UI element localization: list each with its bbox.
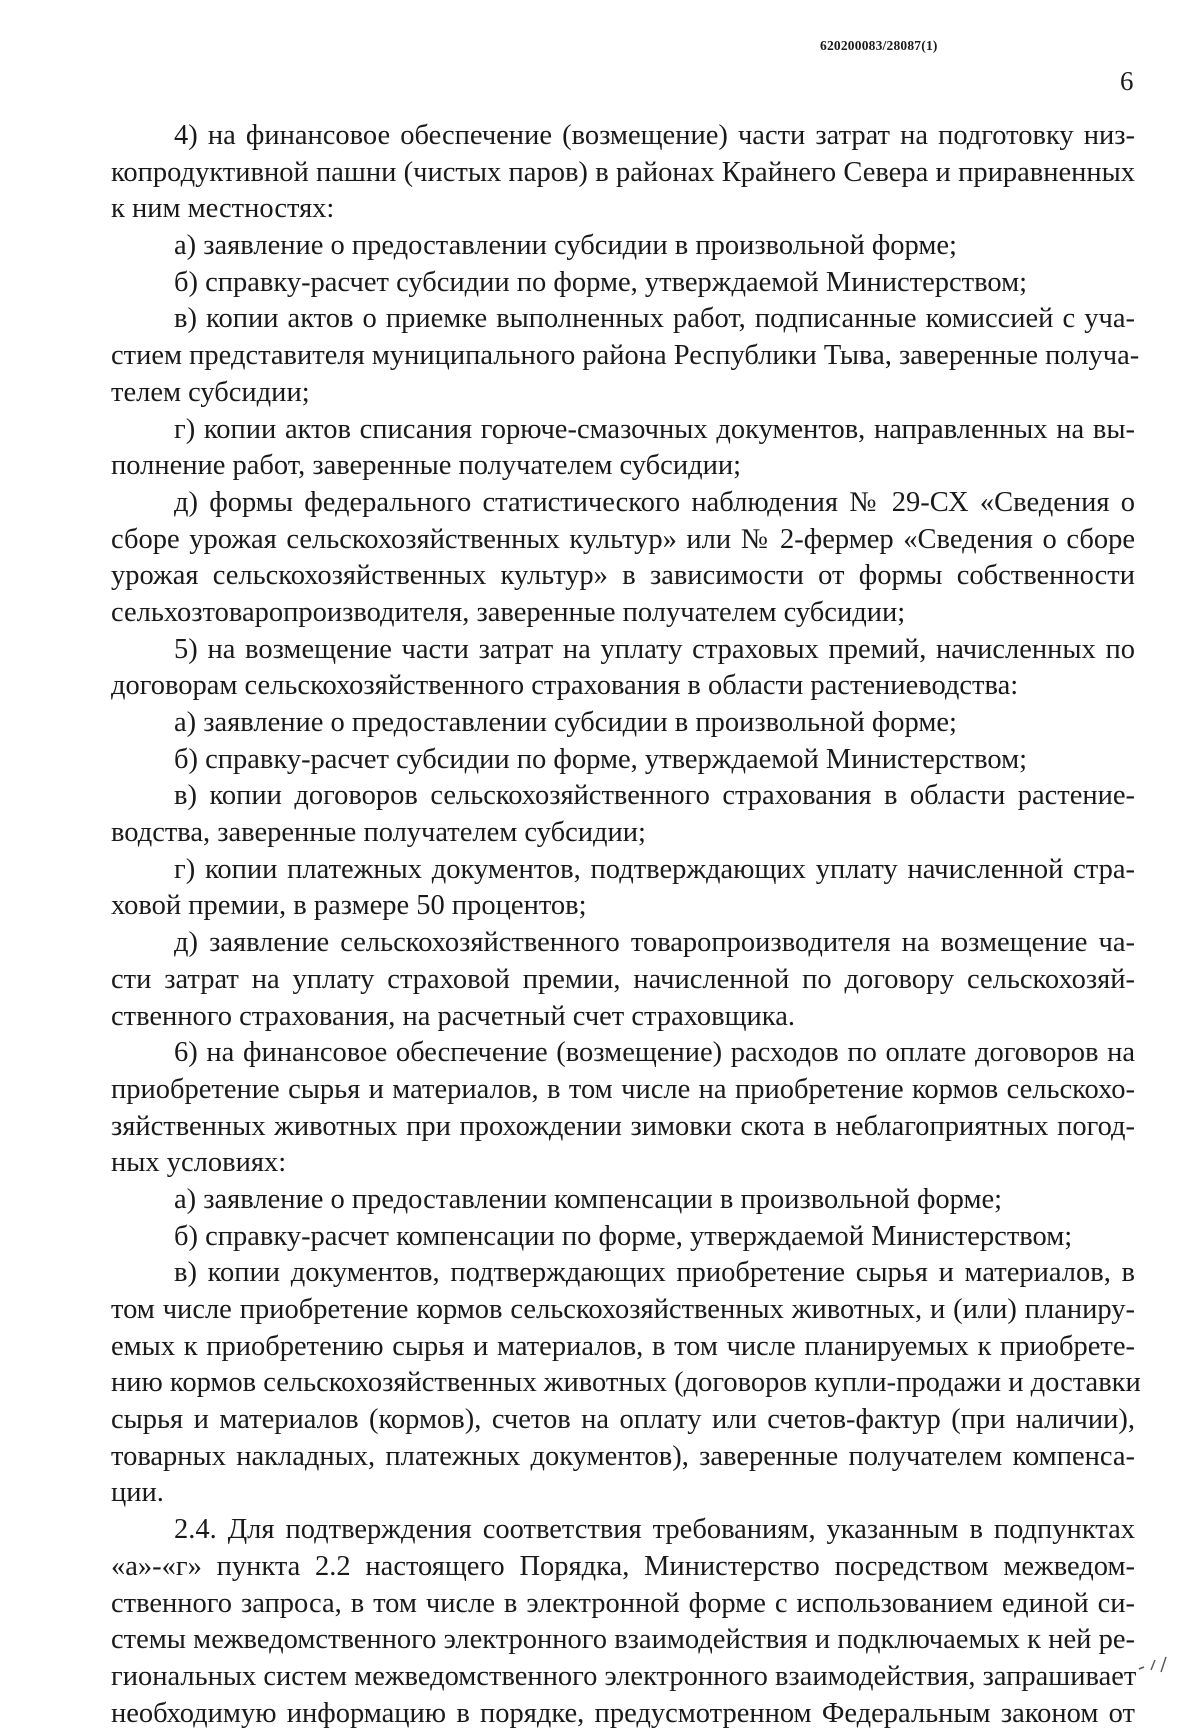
text-line: г) копии актов списания горюче-смазочных документов, направленных на вы- <box>174 413 1135 445</box>
document-id: 620200083/28087(1) <box>820 38 938 53</box>
text-line: урожая сельскохозяйственных культур» в зависимости от формы собственности <box>111 560 1135 592</box>
text-line: стемы межведомственного электронного взаимодействия и подключаемых к ней ре- <box>111 1624 1135 1656</box>
text-line: а) заявление о предоставлении субсидии в произвольной форме; <box>174 230 957 262</box>
text-line: в) копии договоров сельскохозяйственного страхования в области растение- <box>174 780 1135 812</box>
text-line: а) заявление о предоставлении компенсации в произвольной форме; <box>174 1183 1003 1215</box>
text-line: приобретение сырья и материалов, в том числе на приобретение кормов сельскохо- <box>111 1073 1135 1105</box>
text-line: сельхозтоваропроизводителя, заверенные получателем субсидии; <box>111 596 906 628</box>
text-line: 2.4. Для подтверждения соответствия требованиям, указанным в подпунктах <box>174 1514 1135 1546</box>
text-line: телем субсидии; <box>111 376 310 408</box>
document-body <box>111 118 1141 1732</box>
text-line: 5) на возмещение части затрат на уплату страховых премий, начисленных по <box>174 633 1135 665</box>
text-line: зяйственных животных при прохождении зимовки скота в неблагоприятных погод- <box>111 1110 1135 1142</box>
text-line: товарных накладных, платежных документов), заверенные получателем компенса- <box>111 1440 1135 1472</box>
text-line: 4) на финансовое обеспечение (возмещение) части затрат на подготовку низ- <box>174 120 1135 151</box>
text-line: д) формы федерального статистического наблюдения № 29-СХ «Сведения о <box>174 486 1135 518</box>
text-line: емых к приобретению сырья и материалов, в том числе планируемых к приобрете- <box>111 1330 1135 1362</box>
text-line: сырья и материалов (кормов), счетов на оплату или счетов-фактур (при наличии), <box>111 1404 1135 1436</box>
text-line: «а»-«г» пункта 2.2 настоящего Порядка, Министерство посредством межведом- <box>111 1550 1135 1582</box>
text-line: том числе приобретение кормов сельскохозяйственных животных, и (или) планиру- <box>111 1294 1135 1325</box>
text-line: ственного запроса, в том числе в электронной форме с использованием единой си- <box>111 1587 1135 1619</box>
text-line: необходимую информацию в порядке, предусмотренном Федеральным законом от <box>111 1697 1135 1729</box>
text-line: б) справку-расчет компенсации по форме, утверждаемой Министерством; <box>174 1220 1073 1252</box>
text-line: договорам сельскохозяйственного страхования в области растениеводства: <box>111 670 1019 702</box>
text-line: в) копии документов, подтверждающих приобретение сырья и материалов, в <box>174 1257 1135 1289</box>
text-line: б) справку-расчет субсидии по форме, утверждаемой Министерством; <box>174 266 1028 298</box>
text-line: ции. <box>111 1477 164 1509</box>
text-line: полнение работ, заверенные получателем субсидии; <box>111 450 741 482</box>
text-line: стием представителя муниципального района Республики Тыва, заверенные получа- <box>111 340 1140 372</box>
text-line: сти затрат на уплату страховой премии, начисленной по договору сельскохозяй- <box>111 963 1135 995</box>
text-line: гиональных систем межведомственного электронного взаимодействия, запрашивает <box>111 1660 1137 1692</box>
text-line: копродуктивной пашни (чистых паров) в районах Крайнего Севера и приравненных <box>111 156 1135 188</box>
text-line: сборе урожая сельскохозяйственных культур» или № 2-фермер «Сведения о сборе <box>111 523 1135 555</box>
page-number: 6 <box>1120 66 1134 96</box>
text-line: г) копии платежных документов, подтверждающих уплату начисленной стра- <box>174 853 1135 885</box>
text-line: д) заявление сельскохозяйственного товаропроизводителя на возмещение ча- <box>174 927 1135 959</box>
text-line: в) копии актов о приемке выполненных работ, подписанные комиссией с уча- <box>174 303 1135 335</box>
text-line: водства, заверенные получателем субсидии; <box>111 817 646 849</box>
text-line: а) заявление о предоставлении субсидии в произвольной форме; <box>174 707 957 738</box>
text-line: б) справку-расчет субсидии по форме, утверждаемой Министерством; <box>174 743 1028 775</box>
text-line: ственного страхования, на расчетный счет страховщика. <box>111 1000 795 1032</box>
text-line: к ним местностях: <box>111 193 335 225</box>
text-line: ховой премии, в размере 50 процентов; <box>111 890 587 922</box>
text-line: нию кормов сельскохозяйственных животных (договоров купли-продажи и доставки <box>111 1367 1141 1399</box>
pen-mark <box>1135 1654 1175 1674</box>
text-line: ных условиях: <box>111 1147 287 1179</box>
text-line: 6) на финансовое обеспечение (возмещение) расходов по оплате договоров на <box>174 1037 1135 1069</box>
